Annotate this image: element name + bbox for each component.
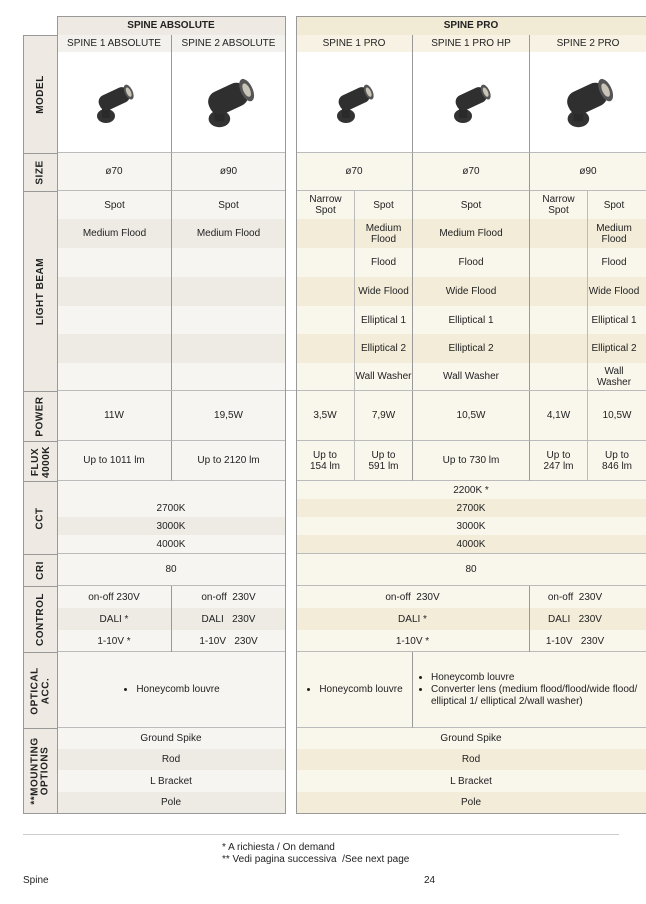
cct-pro-3: 4000K — [296, 535, 646, 553]
beam-hp-0: Spot — [460, 199, 482, 211]
cri-pro: 80 — [296, 554, 646, 586]
label-cct: CCT — [23, 481, 57, 554]
table-border — [57, 16, 286, 17]
size-p1: ø70 — [296, 153, 413, 191]
table-border — [296, 16, 297, 814]
model-image-hp — [413, 52, 530, 153]
beam-p2-6: Wall Washer — [596, 365, 632, 388]
beam-p2-0: Spot — [603, 199, 625, 211]
model-image-a1 — [57, 52, 172, 153]
power-a1: 11W — [57, 391, 172, 441]
power-p2: 10,5W — [588, 391, 646, 441]
mount-abs-0: Ground Spike — [140, 733, 202, 744]
beam-a2-mflood: Medium Flood — [196, 228, 261, 239]
control-p1-2: 1-10V * — [395, 635, 430, 647]
footnote-see-next: ** Vedi pagina successiva /See next page — [222, 854, 410, 865]
model-image-p1 — [296, 52, 413, 153]
spotlight-fixture-icon — [441, 72, 501, 132]
header-pro: SPINE PRO — [296, 16, 646, 35]
flux-hp: Up to 730 lm — [413, 441, 530, 481]
flux-a1: Up to 1011 lm — [57, 441, 172, 481]
footer-product-name: Spine — [23, 875, 49, 886]
label-optical: OPTICAL ACC. — [23, 652, 57, 728]
spotlight-fixture-icon — [193, 66, 265, 138]
control-a1-1: DALI * — [99, 613, 129, 625]
power-p2n: 4,1W — [530, 391, 588, 441]
beam-hp-6: Wall Washer — [443, 371, 499, 382]
mount-abs-2: L Bracket — [150, 775, 192, 787]
flux-a2: Up to 2120 lm — [172, 441, 285, 481]
model-name-p2: SPINE 2 PRO — [530, 35, 646, 52]
label-light-beam: LIGHT BEAM — [23, 191, 57, 391]
model-name-p1: SPINE 1 PRO — [296, 35, 413, 52]
beam-hp-5: Elliptical 2 — [448, 343, 494, 354]
control-p1-1: DALI * — [398, 613, 427, 625]
cct-abs-2: 4000K — [156, 538, 186, 550]
beam-hp-3: Wide Flood — [445, 286, 497, 297]
size-a1: ø70 — [57, 153, 172, 191]
label-control: CONTROL — [23, 586, 57, 652]
label-power: POWER — [23, 391, 57, 441]
size-hp: ø70 — [413, 153, 530, 191]
page-number: 24 — [424, 875, 436, 886]
size-p2: ø90 — [530, 153, 646, 191]
model-name-a1: SPINE 1 ABSOLUTE — [57, 35, 172, 52]
beam-a1-spot: Spot — [104, 199, 125, 211]
mount-pro-3: Pole — [296, 792, 646, 813]
label-cri: CRI — [23, 554, 57, 586]
flux-p2n: Up to 247 lm — [530, 441, 588, 481]
model-image-a2 — [172, 52, 285, 153]
control-a1-0: on-off 230V — [88, 591, 140, 603]
mount-pro-1: Rod — [296, 749, 646, 770]
mount-pro-2: L Bracket — [450, 775, 492, 787]
label-model: MODEL — [23, 35, 57, 153]
optical-p2 — [413, 652, 646, 728]
mount-abs-3: Pole — [57, 792, 285, 813]
control-a2-2: 1-10V 230V — [199, 635, 258, 647]
beam-p1-1: Medium Flood — [365, 222, 402, 245]
power-a2: 19,5W — [172, 391, 285, 441]
beam-p2-narrow: Narrow Spot — [542, 194, 575, 216]
size-a2: ø90 — [172, 153, 285, 191]
power-p1n: 3,5W — [296, 391, 355, 441]
optical-p2-item-0: • Honeycomb louvre — [431, 672, 642, 684]
control-a2-1: DALI 230V — [201, 613, 256, 625]
cct-pro-2: 3000K — [456, 520, 486, 532]
table-border — [296, 16, 646, 17]
beam-p1-5: Elliptical 2 — [360, 343, 407, 354]
table-border — [285, 16, 286, 814]
footer-rule — [23, 834, 619, 835]
divider — [529, 191, 530, 391]
beam-p2-1: Medium Flood — [596, 222, 632, 245]
table-border — [57, 16, 58, 814]
mount-pro-0: Ground Spike — [440, 733, 502, 744]
cri-abs: 80 — [57, 554, 285, 586]
flux-p1n: Up to 154 lm — [296, 441, 355, 481]
beam-p2-3: Wide Flood — [588, 286, 640, 297]
beam-a1-mflood: Medium Flood — [82, 228, 147, 239]
control-p2-0: on-off 230V — [547, 591, 603, 603]
beam-p1-0: Spot — [373, 199, 394, 211]
control-a2-0: on-off 230V — [201, 591, 256, 603]
control-a1-2: 1-10V * — [97, 635, 131, 647]
beam-p1-3: Wide Flood — [358, 286, 409, 297]
cct-pro-0: 2200K * — [453, 484, 489, 496]
label-size: SIZE — [23, 153, 57, 191]
model-image-p2 — [530, 52, 646, 153]
beam-p1-4: Elliptical 1 — [360, 314, 407, 326]
cct-pro-1: 2700K — [296, 499, 646, 517]
optical-p2-item-1: • Converter lens (medium flood/flood/wide flood/ elliptical 1/ elliptical 2/wall washer) — [431, 684, 642, 708]
beam-p1-6: Wall Washer — [355, 371, 412, 382]
header-absolute: SPINE ABSOLUTE — [57, 16, 285, 35]
control-p2-2: 1-10V 230V — [545, 635, 605, 647]
beam-hp-1: Medium Flood — [439, 228, 503, 239]
model-name-hp: SPINE 1 PRO HP — [413, 35, 530, 52]
beam-hp-4: Elliptical 1 — [448, 314, 494, 326]
control-p2-1: DALI 230V — [548, 613, 602, 625]
mount-abs-1: Rod — [57, 749, 285, 770]
beam-hp-2: Flood — [458, 257, 484, 268]
spotlight-fixture-icon — [84, 72, 144, 132]
optical-abs — [57, 652, 285, 728]
spotlight-fixture-icon — [552, 66, 624, 138]
optical-abs-item: • Honeycomb louvre — [136, 684, 219, 696]
flux-p2: Up to 846 lm — [588, 441, 646, 481]
flux-p1: Up to 591 lm — [355, 441, 413, 481]
label-flux: FLUX 4000K — [23, 441, 57, 481]
label-mounting: **MOUNTING OPTIONS — [23, 728, 57, 814]
spotlight-fixture-icon — [324, 72, 384, 132]
cct-abs-0: 2700K — [156, 502, 186, 514]
beam-p2-5: Elliptical 2 — [591, 343, 637, 354]
power-hp: 10,5W — [413, 391, 530, 441]
beam-p1-narrow: Narrow Spot — [309, 194, 342, 216]
beam-a2-spot: Spot — [218, 199, 239, 211]
optical-p1 — [296, 652, 413, 728]
control-p1-0: on-off 230V — [385, 591, 440, 603]
optical-p1-item: • Honeycomb louvre — [319, 684, 402, 696]
power-p1: 7,9W — [355, 391, 413, 441]
cct-abs-1: 3000K — [57, 517, 285, 535]
beam-p2-4: Elliptical 1 — [591, 314, 637, 326]
beam-p2-2: Flood — [601, 257, 627, 268]
beam-p1-2: Flood — [370, 257, 396, 268]
model-name-a2: SPINE 2 ABSOLUTE — [172, 35, 285, 52]
footnote-on-demand: * A richiesta / On demand — [222, 842, 335, 853]
